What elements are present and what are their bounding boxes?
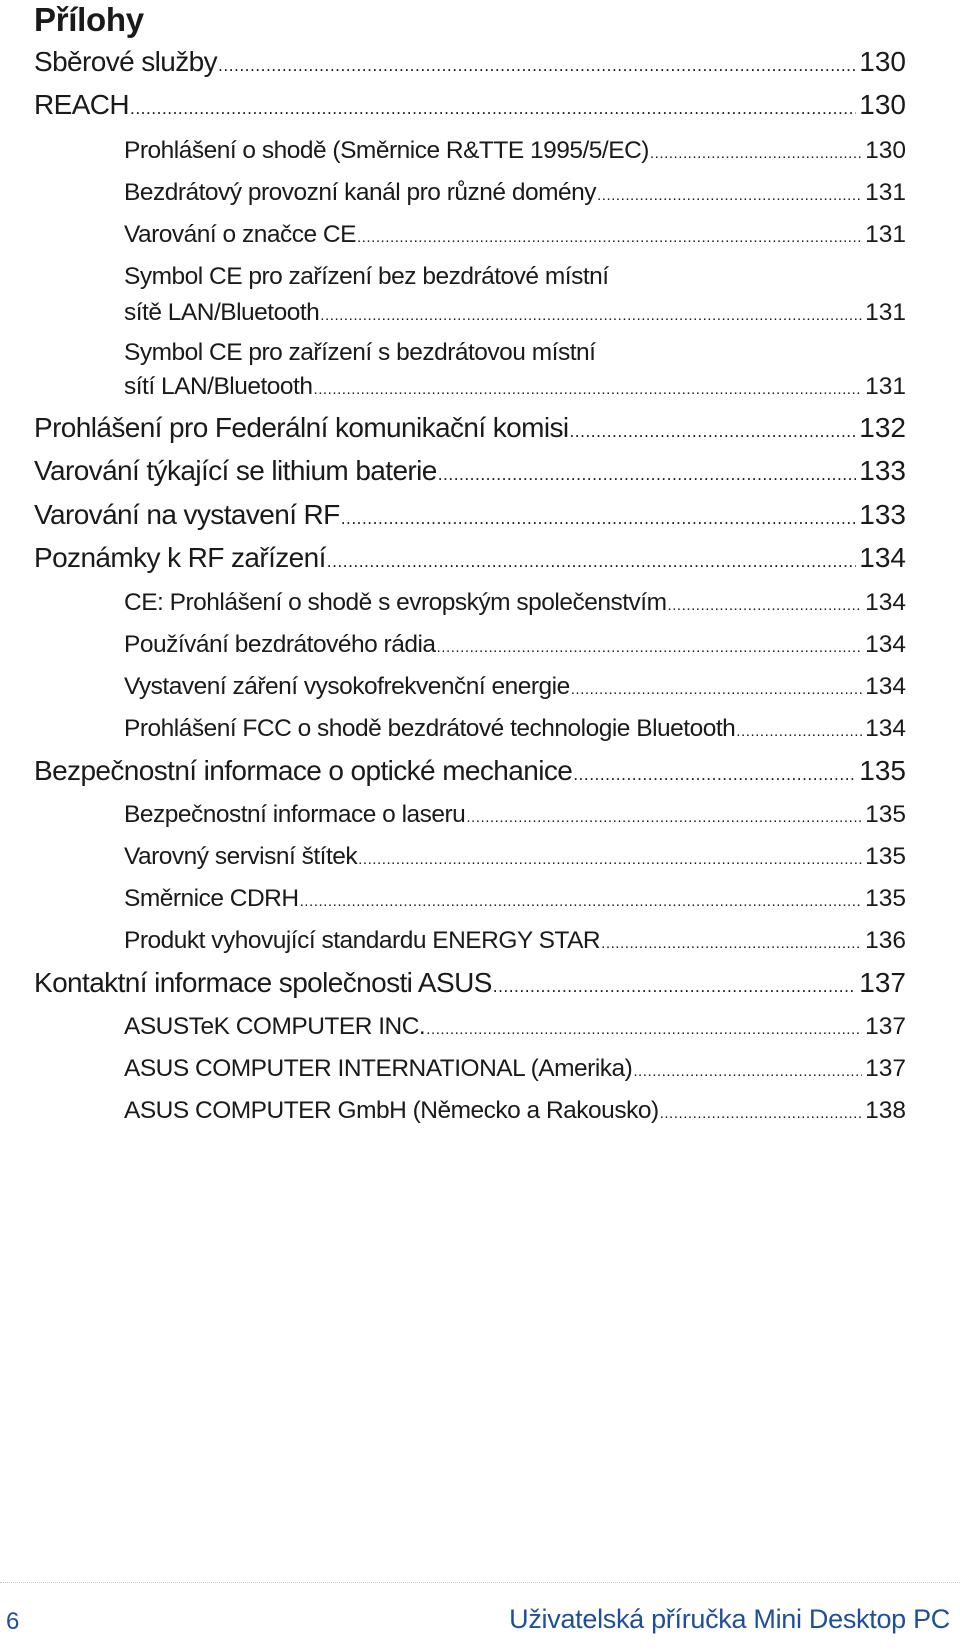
toc-entry-title: ASUS COMPUTER INTERNATIONAL (Amerika) <box>124 1055 633 1082</box>
dot-leader <box>650 137 862 165</box>
toc-subentry-title-line1[interactable]: Symbol CE pro zařízení bez bezdrátové místní <box>124 263 609 290</box>
page-title: Přílohy <box>34 1 144 38</box>
toc-entry-page: 131 <box>865 179 906 206</box>
toc-entry[interactable] <box>34 89 906 121</box>
dot-leader <box>466 801 862 829</box>
toc-entry-page: 134 <box>865 631 906 658</box>
toc-entry-title: Směrnice CDRH <box>124 885 299 912</box>
toc-subentry[interactable] <box>124 1055 906 1083</box>
toc-entry[interactable] <box>34 499 906 531</box>
toc-subentry-title-line1[interactable]: Symbol CE pro zařízení s bezdrátovou místní <box>124 339 596 366</box>
dot-leader <box>357 221 862 249</box>
toc-entry-title: CE: Prohlášení o shodě s evropským společenstvím <box>124 589 667 616</box>
toc-entry-title: Varovný servisní štítek <box>124 843 358 870</box>
toc-entry[interactable] <box>34 46 906 78</box>
toc-entry-page: 135 <box>865 801 906 828</box>
dot-leader <box>438 455 857 487</box>
toc-subentry[interactable] <box>124 1097 906 1125</box>
toc-entry-title: Varování na vystavení RF <box>34 499 340 530</box>
toc-entry-title: Bezpečnostní informace o laseru <box>124 801 466 828</box>
dot-leader <box>320 299 862 327</box>
toc-subentry[interactable] <box>124 801 906 829</box>
dot-leader <box>493 967 857 999</box>
toc-subentry[interactable] <box>124 673 906 701</box>
dot-leader <box>633 1055 862 1083</box>
toc-entry-page: 134 <box>865 715 906 742</box>
toc-entry-title: Prohlášení o shodě (Směrnice R&TTE 1995/5/EC) <box>124 137 649 164</box>
toc-entry-page: 136 <box>865 927 906 954</box>
toc-entry-page: 130 <box>859 89 906 120</box>
toc-entry-title: ASUSTeK COMPUTER INC. <box>124 1013 426 1040</box>
toc-subentry[interactable] <box>124 885 906 913</box>
toc-entry[interactable] <box>34 455 906 487</box>
toc-entry-page: 131 <box>865 221 906 248</box>
toc-entry-page: 134 <box>865 589 906 616</box>
toc-entry-page: 131 <box>865 373 906 400</box>
toc-entry-page: 133 <box>859 499 906 530</box>
dot-leader <box>218 46 856 78</box>
toc-entry[interactable] <box>34 967 906 999</box>
footer-divider <box>0 1582 960 1583</box>
toc-entry-title: REACH <box>34 89 130 120</box>
toc-entry-page: 133 <box>859 455 906 486</box>
toc-subentry[interactable] <box>124 843 906 871</box>
toc-entry-title: Prohlášení pro Federální komunikační komisi <box>34 412 569 443</box>
toc-entry-title: sítě LAN/Bluetooth <box>124 299 320 326</box>
toc-entry-page: 134 <box>859 542 906 573</box>
toc-entry-page: 137 <box>865 1055 906 1082</box>
toc-entry-title: Sběrové služby <box>34 46 218 77</box>
dot-leader <box>313 373 862 401</box>
toc-entry-page: 135 <box>865 843 906 870</box>
dot-leader <box>358 843 862 871</box>
toc-entry[interactable] <box>34 755 906 787</box>
toc-entry-title: Varování týkající se lithium baterie <box>34 455 437 486</box>
toc-entry[interactable] <box>34 542 906 574</box>
toc-entry-page: 130 <box>865 137 906 164</box>
toc-entry-page: 132 <box>859 412 906 443</box>
toc-subentry[interactable] <box>124 137 906 165</box>
toc-subentry[interactable] <box>124 589 906 617</box>
toc-entry-title: sítí LAN/Bluetooth <box>124 373 313 400</box>
toc-entry-title: Prohlášení FCC o shodě bezdrátové technologie Bluetooth <box>124 715 736 742</box>
toc-subentry[interactable] <box>124 179 906 207</box>
toc-entry-title: Používání bezdrátového rádia <box>124 631 436 658</box>
toc-entry-page: 131 <box>865 299 906 326</box>
toc-subentry[interactable] <box>124 299 906 327</box>
footer-manual-title: Uživatelská příručka Mini Desktop PC <box>509 1604 950 1634</box>
dot-leader <box>660 1097 863 1125</box>
dot-leader <box>130 89 856 121</box>
toc-entry-title: Kontaktní informace společnosti ASUS <box>34 967 492 998</box>
toc-entry-title: Poznámky k RF zařízení <box>34 542 326 573</box>
toc-entry-page: 130 <box>859 46 906 77</box>
dot-leader <box>569 412 856 444</box>
toc-entry-page: 135 <box>865 885 906 912</box>
toc-entry-title: ASUS COMPUTER GmbH (Německo a Rakousko) <box>124 1097 659 1124</box>
toc-subentry[interactable] <box>124 1013 906 1041</box>
toc-entry-title: Vystavení záření vysokofrekvenční energie <box>124 673 570 700</box>
dot-leader <box>667 589 862 617</box>
toc-entry[interactable] <box>34 412 906 444</box>
toc-entry-title: Varování o značce CE <box>124 221 356 248</box>
dot-leader <box>573 755 856 787</box>
toc-subentry[interactable] <box>124 715 906 743</box>
toc-entry-title: Bezpečnostní informace o optické mechanice <box>34 755 573 786</box>
dot-leader <box>597 179 862 207</box>
toc-subentry[interactable] <box>124 927 906 955</box>
toc-entry-page: 137 <box>859 967 906 998</box>
dot-leader <box>571 673 862 701</box>
dot-leader <box>601 927 862 955</box>
dot-leader <box>426 1013 862 1041</box>
dot-leader <box>300 885 863 913</box>
toc-subentry[interactable] <box>124 631 906 659</box>
toc-entry-title: Bezdrátový provozní kanál pro různé domény <box>124 179 596 206</box>
toc-entry-title: Produkt vyhovující standardu ENERGY STAR <box>124 927 601 954</box>
dot-leader <box>437 631 863 659</box>
dot-leader <box>341 499 857 531</box>
toc-entry-page: 137 <box>865 1013 906 1040</box>
toc-subentry[interactable] <box>124 373 906 401</box>
toc-entry-page: 138 <box>865 1097 906 1124</box>
footer-page-number: 6 <box>6 1608 20 1635</box>
toc-entry-page: 135 <box>859 755 906 786</box>
toc-entry-page: 134 <box>865 673 906 700</box>
dot-leader <box>327 542 857 574</box>
toc-subentry[interactable] <box>124 221 906 249</box>
dot-leader <box>736 715 862 743</box>
